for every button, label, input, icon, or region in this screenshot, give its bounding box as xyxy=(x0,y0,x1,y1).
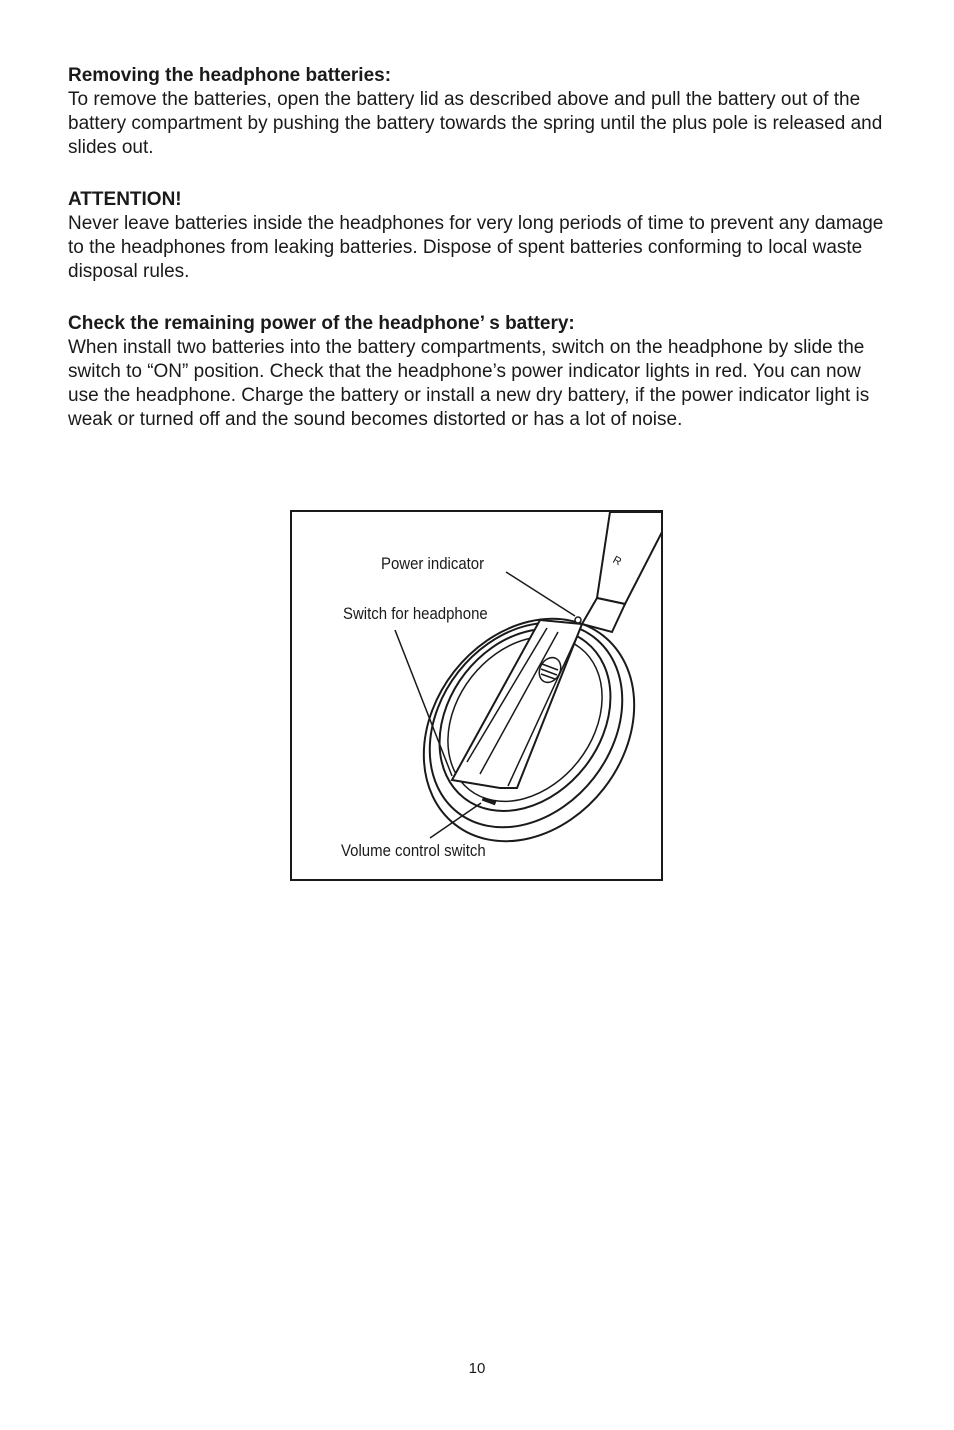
section-check-power xyxy=(68,312,888,432)
switch-label: Switch for headphone xyxy=(343,604,488,623)
side-marker: R xyxy=(610,554,624,569)
section-heading: ATTENTION! xyxy=(68,189,182,210)
section-removing-batteries xyxy=(68,64,888,160)
headband-top xyxy=(597,512,661,604)
headphone-diagram xyxy=(290,510,663,881)
volume-control-label: Volume control switch xyxy=(341,841,486,860)
page-number: 10 xyxy=(468,1360,486,1377)
power-indicator-label: Power indicator xyxy=(381,554,485,573)
section-attention xyxy=(68,188,888,284)
section-body: When install two batteries into the battery compartments, switch on the headphone by slide the switch to “ON” position. Check that the headphone’s power indicator lights in red. You can now use the headphone. Charge the battery or install a new dry battery, if the power indicator light is weak or turned off and the sound becomes distorted or has a lot of noise. xyxy=(68,337,870,430)
section-heading: Removing the headphone batteries: xyxy=(68,65,392,86)
power-indicator-light xyxy=(575,617,581,623)
section-body: To remove the batteries, open the battery lid as described above and pull the battery out of the battery compartment by pushing the battery towards the spring until the plus pole is released and slides out. xyxy=(68,89,883,158)
section-heading: Check the remaining power of the headphone’ s battery: xyxy=(68,313,575,334)
power-indicator-leader xyxy=(506,572,575,616)
section-body: Never leave batteries inside the headphones for very long periods of time to prevent any damage to the headphones from leaking batteries. Dispose of spent batteries conforming to local waste disposal rules. xyxy=(68,213,884,282)
